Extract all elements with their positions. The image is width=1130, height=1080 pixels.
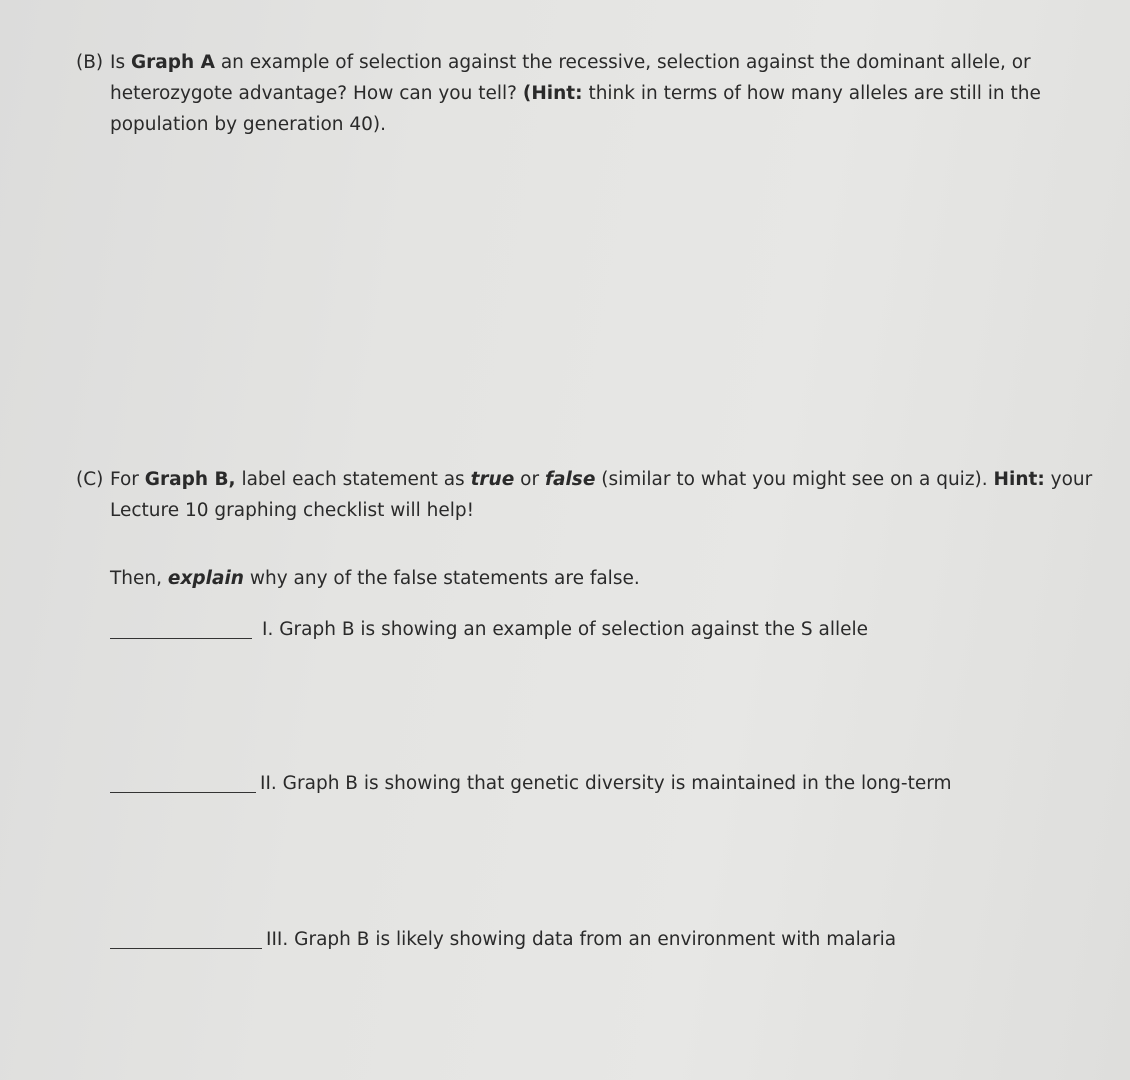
hint-label: Hint:	[993, 469, 1045, 490]
question-c-text-span: or	[514, 469, 545, 490]
statement-2	[110, 768, 952, 799]
answer-blank-2[interactable]	[110, 792, 256, 793]
question-c-line-2: Lecture 10 graphing checklist will help!	[110, 500, 475, 521]
question-b-text-span: Is	[110, 52, 131, 73]
hint-label: (Hint:	[522, 83, 583, 104]
question-b-line-1	[110, 47, 1076, 78]
statement-2-text: II. Graph B is showing that genetic diversity is maintained in the long-term	[260, 773, 952, 794]
question-c-text-span: label each statement as	[235, 469, 471, 490]
question-b-label: (B)	[76, 52, 104, 73]
graph-b-reference: Graph B,	[144, 469, 236, 490]
question-b	[76, 47, 1076, 140]
false-word: false	[544, 469, 596, 490]
question-b-text-span: an example of selection against the recessive, selection against the dominant allele, or	[214, 52, 1031, 73]
graph-a-reference: Graph A	[130, 52, 215, 73]
question-b-line-3: population by generation 40).	[110, 114, 387, 135]
question-b-text	[110, 47, 1076, 140]
statement-3-text: III. Graph B is likely showing data from an environment with malaria	[266, 929, 897, 950]
question-c	[76, 464, 1096, 526]
question-c-label: (C)	[76, 469, 104, 490]
question-c-line-1	[110, 464, 1096, 495]
question-c-text-span: For	[110, 469, 145, 490]
statement-3	[110, 924, 896, 955]
question-c-text	[110, 464, 1096, 526]
true-word: true	[470, 469, 515, 490]
answer-blank-3[interactable]	[110, 948, 262, 949]
instruction-text-span: why any of the false statements are false.	[243, 568, 640, 589]
statement-1-text: I. Graph B is showing an example of selection against the S allele	[262, 619, 869, 640]
question-c-text-span: (similar to what you might see on a quiz).	[595, 469, 994, 490]
answer-blank-1[interactable]	[110, 638, 252, 639]
statement-1	[110, 614, 868, 645]
question-c-text-span: your	[1044, 469, 1093, 490]
explain-word: explain	[167, 568, 244, 589]
instruction-text-span: Then,	[110, 568, 168, 589]
question-b-text-span: think in terms of how many alleles are still in the	[582, 83, 1041, 104]
question-b-text-span: heterozygote advantage? How can you tell?	[110, 83, 523, 104]
instruction-explain	[110, 563, 640, 594]
question-b-line-2	[110, 78, 1076, 109]
